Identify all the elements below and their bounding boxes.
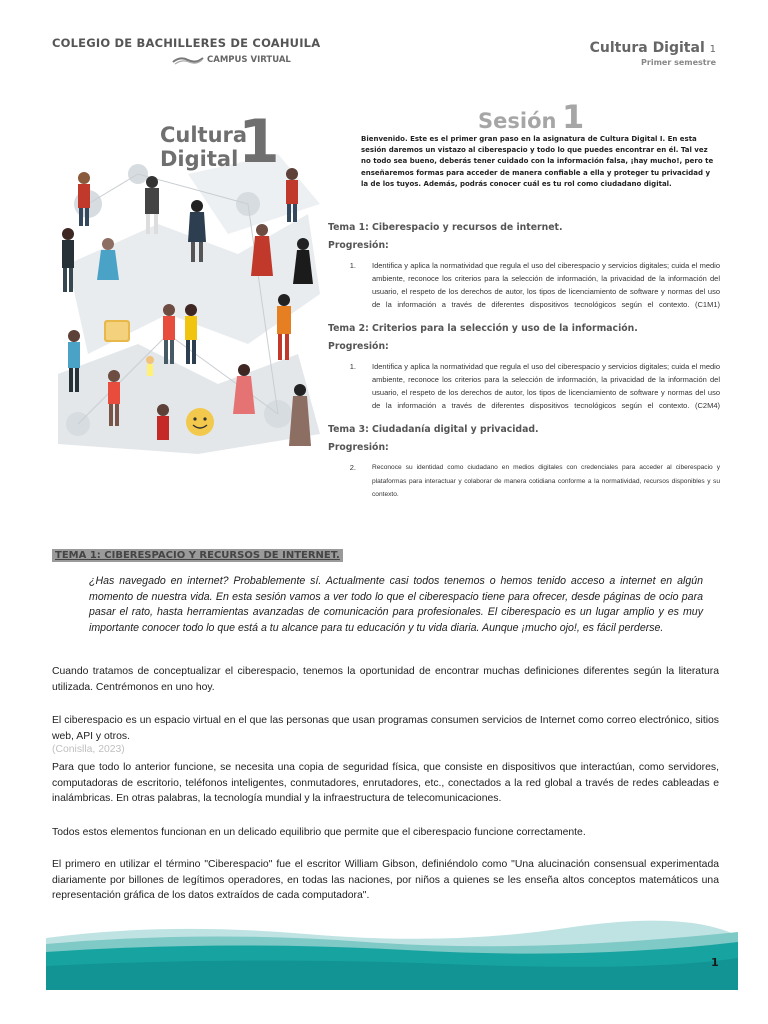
- topic-title: Tema 2: Criterios para la selección y uso de la información.: [328, 323, 638, 334]
- item-number: 1.: [349, 261, 356, 270]
- topic-title: Tema 3: Ciudadanía digital y privacidad.: [328, 424, 539, 435]
- cover-number: 1: [238, 107, 280, 177]
- progression-label: Progresión:: [328, 442, 389, 453]
- paragraph-3: Para que todo lo anterior funcione, se necesita una copia de seguridad física, que consiste en dispositivos que interactúan, como servidores, computadoras de escritorio, teléfonos inteligentes, conmutadores, enrutadores, etc., conectados a la red global a través de redes cableadas e inalámbricas. En otras palabras, la tecnología mundial y la infraestructura de telecomunicaciones.: [52, 762, 719, 805]
- course-number: 1: [709, 44, 716, 55]
- cover-title-line2: Digital: [160, 147, 239, 171]
- school-name: COLEGIO DE BACHILLERES DE COAHUILA: [52, 36, 321, 50]
- topic-2: [328, 323, 720, 412]
- campus-label: CAMPUS VIRTUAL: [207, 55, 291, 65]
- item-text: Identifica y aplica la normatividad que regula el uso del ciberespacio y servicios digitales; cuida el medio ambiente, reconoce los criterios para la selección de información, la privacidad de la información del usuario, el respeto de los derechos de autor, los tipos de licenciamiento de software y normas del uso de la información a través de diferentes dispositivos tecnológicos según el contexto. (C2M4): [372, 362, 720, 410]
- campus-swoosh-icon: [172, 55, 204, 65]
- cover-title-line1: Cultura: [160, 123, 248, 147]
- paragraph-5: El primero en utilizar el término "Ciberespacio" fue el escritor William Gibson, definiéndolo como "Una alucinación consensual experimentada diariamente por billones de legítimos operadores, en todas las naciones, por niños a quienes se les enseña altos conceptos matemáticos una representación gráfica de los datos extraídos de cada computadora".: [52, 859, 719, 902]
- session-number: 1: [562, 98, 585, 136]
- intro-paragraph: ¿Has navegado en internet? Probablemente sí. Actualmente casi todos tenemos o hemos tenido acceso a internet en algún momento de nuestra vida. En esta sesión vamos a ver todo lo que el ciberespacio tiene para ofrecer, desde páginas de ocio para pasar el rato, hasta herramientas avanzadas de comunicación para profesionales. El ciberespacio es un lugar amplio y es muy importante conocer todo lo que está a tu alcance para tu educación y tu vida diaria. Aunque ¡mucho ojo!, es fácil perderse.: [89, 575, 703, 634]
- item-number: 1.: [349, 362, 356, 371]
- topic-3: [328, 424, 720, 502]
- course-title: [590, 40, 716, 56]
- progression-item: [328, 461, 720, 502]
- item-number: 2.: [349, 463, 356, 472]
- progression-item: [328, 360, 720, 412]
- footer-wave: [46, 918, 738, 990]
- paragraph-1: Cuando tratamos de conceptualizar el ciberespacio, tenemos la oportunidad de encontrar muchas definiciones diferentes según la literatura utilizada. Centrémonos en uno hoy.: [52, 666, 719, 693]
- page-number: 1: [711, 956, 719, 969]
- citation: (Conislla, 2023): [52, 744, 125, 755]
- item-text: Identifica y aplica la normatividad que regula el uso del ciberespacio y servicios digitales; cuida el medio ambiente, reconoce los criterios para la selección de información, la privacidad de la información del usuario, el respeto de los derechos de autor, los tipos de licenciamiento de software y normas del uso de la información a través de diferentes dispositivos tecnológicos según el contexto. (C1M1): [372, 261, 720, 309]
- semester-label: Primer semestre: [641, 58, 716, 67]
- progression-item: [328, 259, 720, 311]
- welcome-text: Bienvenido. Este es el primer gran paso en la asignatura de Cultura Digital I. En esta sesión daremos un vistazo al ciberespacio y todo lo que puedes encontrar en él. Tal vez no todo sea bueno, deberás tener cuidado con la información falsa, ¡hay mucho!, pero te enseñaremos formas para acceder de manera confiable a ella y proteger tu privacidad y la de los tuyos. Además, podrás conocer cuál es tu rol como ciudadano digital.: [361, 135, 714, 188]
- paragraph-4: Todos estos elementos funcionan en un delicado equilibrio que permite que el ciberespacio funcione correctamente.: [52, 827, 586, 838]
- course-name: Cultura Digital: [589, 40, 705, 56]
- header-right: [590, 40, 716, 67]
- section-heading: TEMA 1: CIBERESPACIO Y RECURSOS DE INTERNET.: [52, 549, 343, 562]
- item-text: Reconoce su identidad como ciudadano en medios digitales con credenciales para acceder al ciberespacio y plataformas para interactuar y colaborar de manera cotidiana conforme a la normatividad, recursos disponibles y su contexto.: [372, 464, 720, 498]
- progression-label: Progresión:: [328, 341, 389, 352]
- progression-label: Progresión:: [328, 240, 389, 251]
- topic-1: [328, 222, 720, 311]
- topics-list: [328, 222, 720, 514]
- header-left: [52, 36, 321, 65]
- campus-logo: [172, 55, 372, 65]
- session-title: [478, 98, 584, 136]
- session-word: Sesión: [478, 109, 557, 133]
- topic-title: Tema 1: Ciberespacio y recursos de internet.: [328, 222, 563, 233]
- paragraph-2: El ciberespacio es un espacio virtual en el que las personas que usan programas consumen servicios de Internet como correo electrónico, sitios web, API y otros.: [52, 715, 719, 742]
- cover-title: [160, 123, 248, 171]
